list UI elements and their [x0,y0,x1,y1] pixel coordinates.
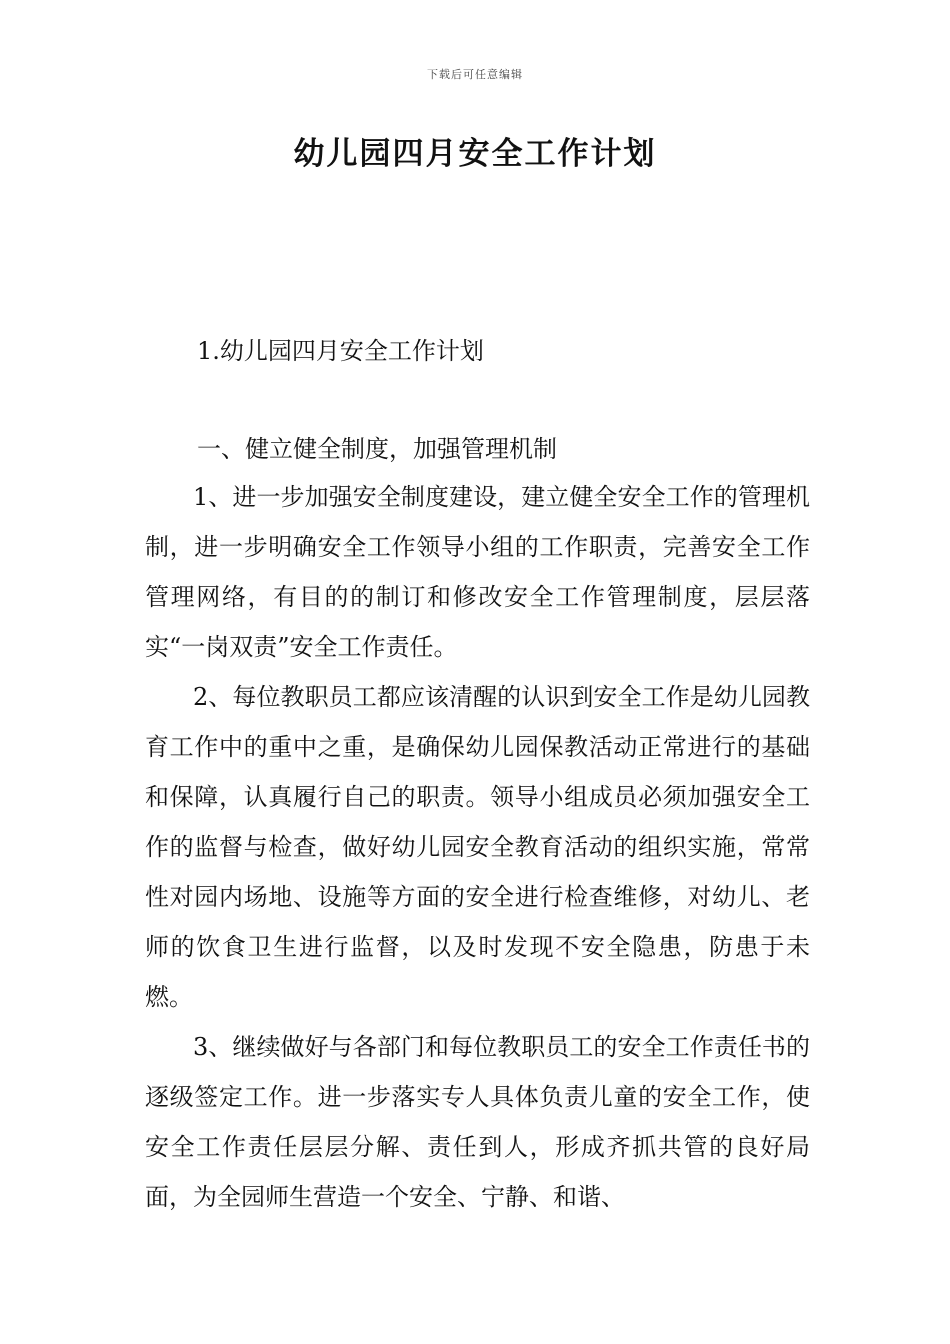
paragraph-3: 3、继续做好与各部门和每位教职员工的安全工作责任书的逐级签定工作。进一步落实专人具体负责儿童的安全工作，使安全工作责任层层分解、责任到人，形成齐抓共管的良好局面，为全园师生营造一个安全、宁静、和谐、 [145,1033,810,1211]
section-heading: 一、健立健全制度，加强管理机制 [197,435,557,463]
paragraph-1: 1、进一步加强安全制度建设，建立健全安全工作的管理机制，进一步明确安全工作领导小组的工作职责，完善安全工作管理网络，有目的的制订和修改安全工作管理制度，层层落实“一岗双责”安全工作责任。 [145,483,810,661]
document-title: 幼儿园四月安全工作计划 [293,136,657,172]
body-paragraphs [145,472,810,1222]
page-header-note: 下载后可任意编辑 [427,68,523,81]
paragraph-2: 2、每位教职员工都应该清醒的认识到安全工作是幼儿园教育工作中的重中之重，是确保幼儿园保教活动正常进行的基础和保障，认真履行自己的职责。领导小组成员必须加强安全工作的监督与检查，做好幼儿园安全教育活动的组织实施，常常性对园内场地、设施等方面的安全进行检查维修，对幼儿、老师的饮食卫生进行监督，以及时发现不安全隐患，防患于未燃。 [145,683,810,1011]
document-subtitle: 1.幼儿园四月安全工作计划 [197,337,484,365]
